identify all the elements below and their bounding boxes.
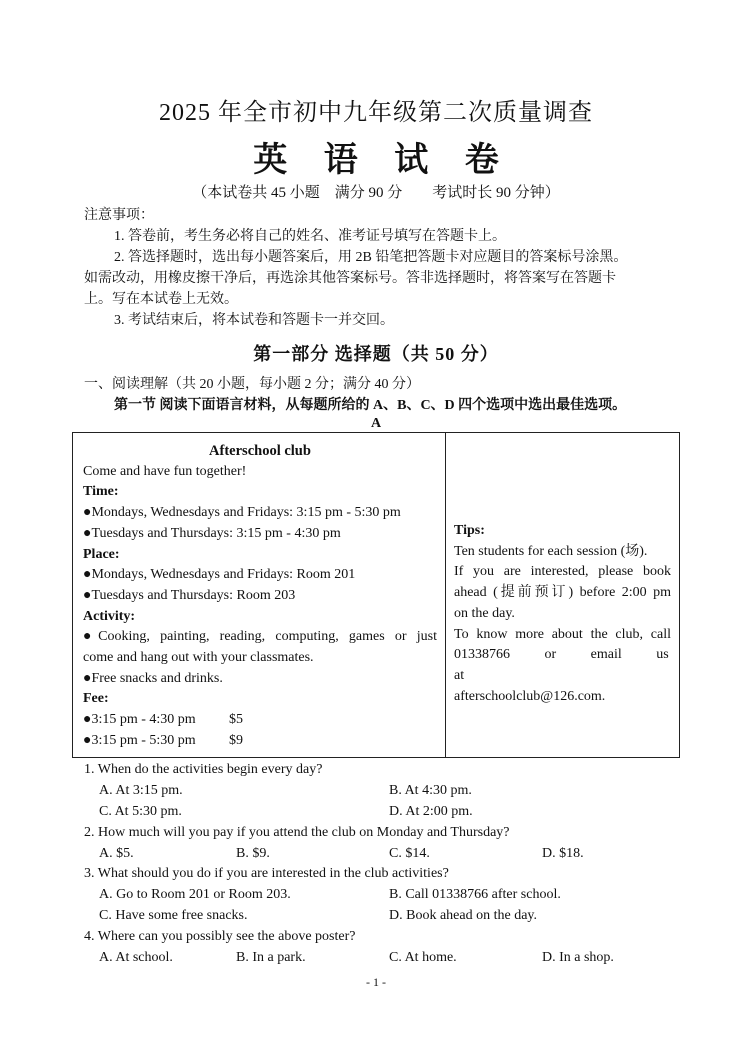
notes-item-3: 3. 考试结束后，将本试卷和答题卡一并交回。: [114, 313, 394, 328]
question-3-option-a[interactable]: A. Go to Room 201 or Room 203.: [99, 887, 291, 902]
tips-line-4: on the day.: [454, 605, 515, 621]
question-4-option-c[interactable]: C. At home.: [389, 950, 457, 965]
place-label: Place:: [83, 546, 120, 562]
tips-line-5: To know more about the club, call: [454, 626, 671, 642]
subject-title: 英 语 试 卷: [253, 142, 513, 179]
question-4-option-d[interactable]: D. In a shop.: [542, 950, 614, 965]
question-2-stem: 2. How much will you pay if you attend the club on Monday and Thursday?: [84, 825, 510, 840]
question-4-stem: 4. Where can you possibly see the above poster?: [84, 929, 356, 944]
poster-title: Afterschool club: [209, 443, 311, 459]
poster-tips-cell: [446, 433, 680, 758]
tips-line-6: 01338766 or email us at: [454, 647, 669, 683]
poster-main-cell: [73, 433, 446, 758]
notes-item-2-line-1: 2. 答选择题时，选出每小题答案后，用 2B 铅笔把答题卡对应题目的答案标号涂黑。: [114, 250, 628, 265]
activity-label: Activity:: [83, 608, 136, 624]
question-1-stem: 1. When do the activities begin every day?: [84, 762, 323, 777]
activity-item-1-line-2: come and hang out with your classmates.: [83, 650, 314, 666]
tips-line-1: Ten students for each session (场).: [454, 543, 648, 559]
place-item-2: ●Tuesdays and Thursdays: Room 203: [83, 587, 296, 603]
section-instruction: 第一节 阅读下面语言材料，从每题所给的 A、B、C、D 四个选项中选出最佳选项。: [114, 398, 627, 413]
notes-section: [84, 205, 674, 331]
question-3-option-b[interactable]: B. Call 01338766 after school.: [389, 887, 561, 902]
section-heading: 一、阅读理解（共 20 小题，每小题 2 分；满分 40 分）: [84, 377, 420, 392]
tips-line-3: ahead (提前预订) before 2:00 pm: [454, 585, 671, 601]
question-2-option-a[interactable]: A. $5.: [99, 846, 134, 861]
fee-label: Fee:: [83, 691, 109, 707]
tips-line-2: If you are interested, please book: [454, 564, 671, 580]
passage-label: A: [370, 416, 382, 431]
page-number: - 1 -: [366, 975, 386, 989]
fee-item-2: [83, 731, 437, 752]
notes-heading: 注意事项：: [84, 208, 154, 223]
question-1-option-b[interactable]: B. At 4:30 pm.: [389, 783, 472, 798]
question-1-option-c[interactable]: C. At 5:30 pm.: [99, 804, 182, 819]
fee-item-1-price: $5: [229, 712, 243, 728]
tips-label: Tips:: [454, 523, 485, 538]
notes-item-1: 1. 答卷前，考生务必将自己的姓名、准考证号填写在答题卡上。: [114, 229, 506, 244]
notes-item-2-line-3: 上。写在本试卷上无效。: [84, 292, 238, 307]
question-3-stem: 3. What should you do if you are interested in the club activities?: [84, 866, 449, 881]
fee-item-1: [83, 710, 437, 731]
question-2-option-b[interactable]: B. $9.: [236, 846, 270, 861]
question-3-option-d[interactable]: D. Book ahead on the day.: [389, 908, 537, 923]
poster-slogan: Come and have fun together!: [83, 463, 247, 479]
time-label: Time:: [83, 484, 119, 500]
place-item-1: ●Mondays, Wednesdays and Fridays: Room 201: [83, 567, 356, 583]
question-1-option-a[interactable]: A. At 3:15 pm.: [99, 783, 183, 798]
activity-item-1-line-1: ●Cooking, painting, reading, computing, games or just: [83, 629, 437, 645]
exam-info: （本试卷共 45 小题 满分 90 分 考试时长 90 分钟）: [192, 185, 560, 201]
question-3-option-c[interactable]: C. Have some free snacks.: [99, 908, 248, 923]
time-item-2: ●Tuesdays and Thursdays: 3:15 pm - 4:30 pm: [83, 525, 341, 541]
fee-item-2-price: $9: [229, 732, 243, 748]
exam-title: 2025 年全市初中九年级第二次质量调查: [159, 100, 593, 126]
question-1-option-d[interactable]: D. At 2:00 pm.: [389, 804, 473, 819]
fee-item-2-time: ●3:15 pm - 5:30 pm: [83, 732, 196, 748]
time-item-1: ●Mondays, Wednesdays and Fridays: 3:15 pm - 5:30 pm: [83, 505, 401, 521]
notes-item-2-line-2: 如需改动，用橡皮擦干净后，再选涂其他答案标号。答非选择题时，将答案写在答题卡: [84, 271, 616, 286]
part-title: 第一部分 选择题（共 50 分）: [253, 344, 499, 364]
poster-table: [72, 432, 680, 758]
tips-line-7: afterschoolclub@126.com.: [454, 688, 606, 704]
question-4-option-b[interactable]: B. In a park.: [236, 950, 306, 965]
fee-item-1-time: ●3:15 pm - 4:30 pm: [83, 712, 196, 728]
question-4-option-a[interactable]: A. At school.: [99, 950, 173, 965]
question-2-option-d[interactable]: D. $18.: [542, 846, 584, 861]
activity-item-2: ●Free snacks and drinks.: [83, 670, 223, 686]
question-2-option-c[interactable]: C. $14.: [389, 846, 430, 861]
